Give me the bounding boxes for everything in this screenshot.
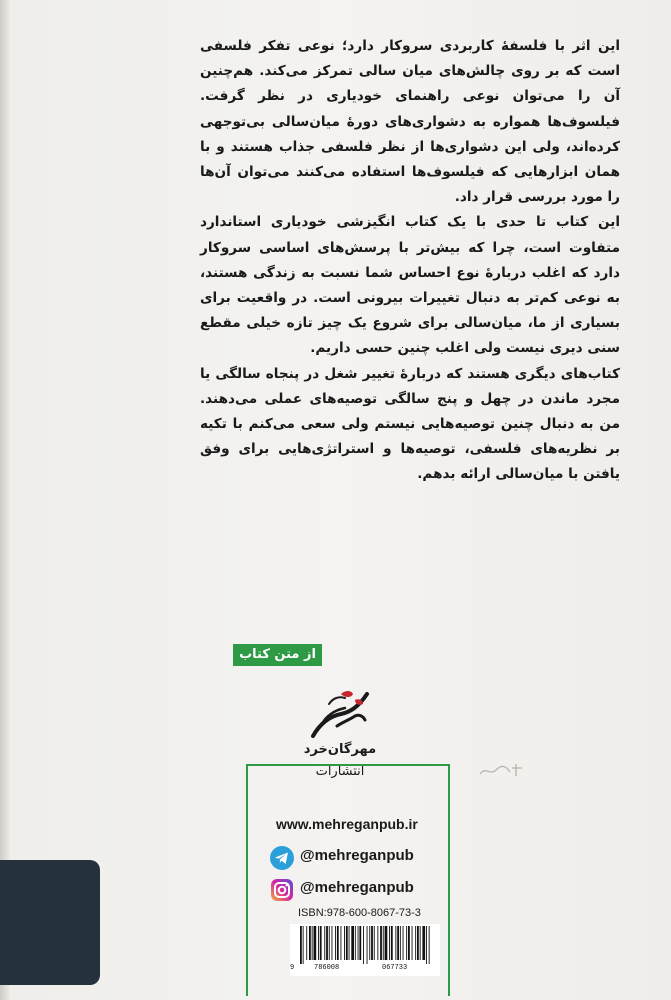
barcode-bar [351,926,354,960]
barcode-bar [389,926,390,960]
barcode-bar [408,926,410,960]
barcode-bar [303,926,304,964]
barcode-bar [314,926,317,960]
barcode-bar [359,926,361,960]
barcode-bar [385,926,388,960]
handwritten-mark [478,762,526,780]
instagram-handle: @mehreganpub [300,879,414,896]
barcode-bar [415,926,416,960]
telegram-icon [270,846,294,870]
synopsis-paragraph-2: این کتاب تا حدی با یک کتاب انگیزشی خودیاری استاندارد متفاوت است، چرا که بیش‌تر با پرسش‌های اساسی سروکار دارد که اغلب دربارهٔ نوع احساس شما نسبت به زندگی هستند، به نوعی کم‌تر به دنبال تغییرات بیرونی است. در واقعیت برای بسیاری از ما، میان‌سالی برای شروع یک چیز تازه خیلی مقطع سنی دیری نیست ولی اغلب چنین حسی داریم. [200,214,620,357]
barcode-bar [355,926,356,960]
barcode-bar [337,926,339,960]
barcode-bar [346,926,348,960]
barcode-bar [306,926,307,960]
publisher-info-box [246,764,450,996]
isbn-barcode [290,924,440,976]
barcode-bar [329,926,330,960]
barcode-bar [400,926,401,960]
publisher-name: مهرگان‌خرد [303,742,377,757]
barcode-right-digits: 067733 [382,964,408,972]
barcode-bar [391,926,393,960]
barcode-left-digits: 786008 [314,964,340,972]
barcode-bar [380,926,382,960]
barcode-bar [312,926,313,960]
telegram-handle: @mehreganpub [300,847,414,864]
website-url: www.mehreganpub.ir [276,816,418,832]
barcode-bar [320,926,322,960]
barcode-bar [406,926,407,960]
barcode-bar [377,926,378,960]
telegram-row [270,846,445,870]
barcode-bar [344,926,345,960]
barcode-bar [358,926,359,960]
barcode-bar [332,926,333,960]
barcode-bar [326,926,328,960]
synopsis-paragraph-1: این اثر با فلسفهٔ کاربردی سروکار دارد؛ نوعی تفکر فلسفی است که بر روی چالش‌های میان سالی تمرکز می‌کند. هم‌چنین آن را می‌توان نوعی راهنمای خودیاری در نظر گرفت. فیلسوف‌ها همواره به دشواری‌های دورهٔ میان‌سالی بی‌توجهی کرده‌اند، ولی این دشواری‌ها از نظر فلسفی جذاب هستند و با همان ابزارهایی که فیلسوف‌ها استفاده می‌کنند می‌توان آن‌ها را مورد بررسی قرار داد. [200,38,620,206]
barcode-bar [403,926,404,960]
barcode-bars [298,926,432,964]
barcode-bar [335,926,336,960]
barcode-bar [374,926,375,960]
barcode-bar [412,926,413,960]
synopsis-text [200,34,620,488]
page-edge [0,0,10,1000]
barcode-bar [397,926,399,960]
barcode-bar [371,926,373,960]
barcode-bar [417,926,419,960]
barcode-bar [383,926,384,960]
library-sticker [0,860,100,985]
barcode-bar [341,926,342,960]
isbn-label: ISBN:978-600-8067-73-3 [298,907,421,919]
barcode-bar [395,926,396,960]
synopsis-paragraph-3: کتاب‌های دیگری هستند که دربارهٔ تغییر شغل در پنجاه سالگی یا مجرد ماندن در چهل و پنج سالگی توصیه‌های عملی می‌دهند. من به دنبال چنین توصیه‌هایی نیستم ولی سعی می‌کنم با تکیه بر نظریه‌های فلسفی، توصیه‌ها و استراتژی‌هایی برای وفق یافتن با میان‌سالی ارائه بدهم. [200,365,620,483]
barcode-bar [426,926,427,964]
mehregan-calligraphy-logo-icon [307,686,373,742]
barcode-bar [363,926,364,964]
barcode-lead-digit: 9 [290,964,295,972]
barcode-bar [367,926,368,964]
barcode-bar [349,926,350,960]
publisher-label: انتشارات [315,764,365,779]
excerpt-label: از متن کتاب [233,644,322,666]
instagram-icon [270,878,294,902]
barcode-bar [309,926,311,960]
barcode-bar [369,926,370,960]
barcode-bar [324,926,325,960]
barcode-bar [422,926,425,960]
barcode-bar [318,926,319,960]
barcode-bar [429,926,430,964]
barcode-bar [420,926,421,960]
instagram-row [270,878,445,902]
barcode-bar [300,926,302,964]
